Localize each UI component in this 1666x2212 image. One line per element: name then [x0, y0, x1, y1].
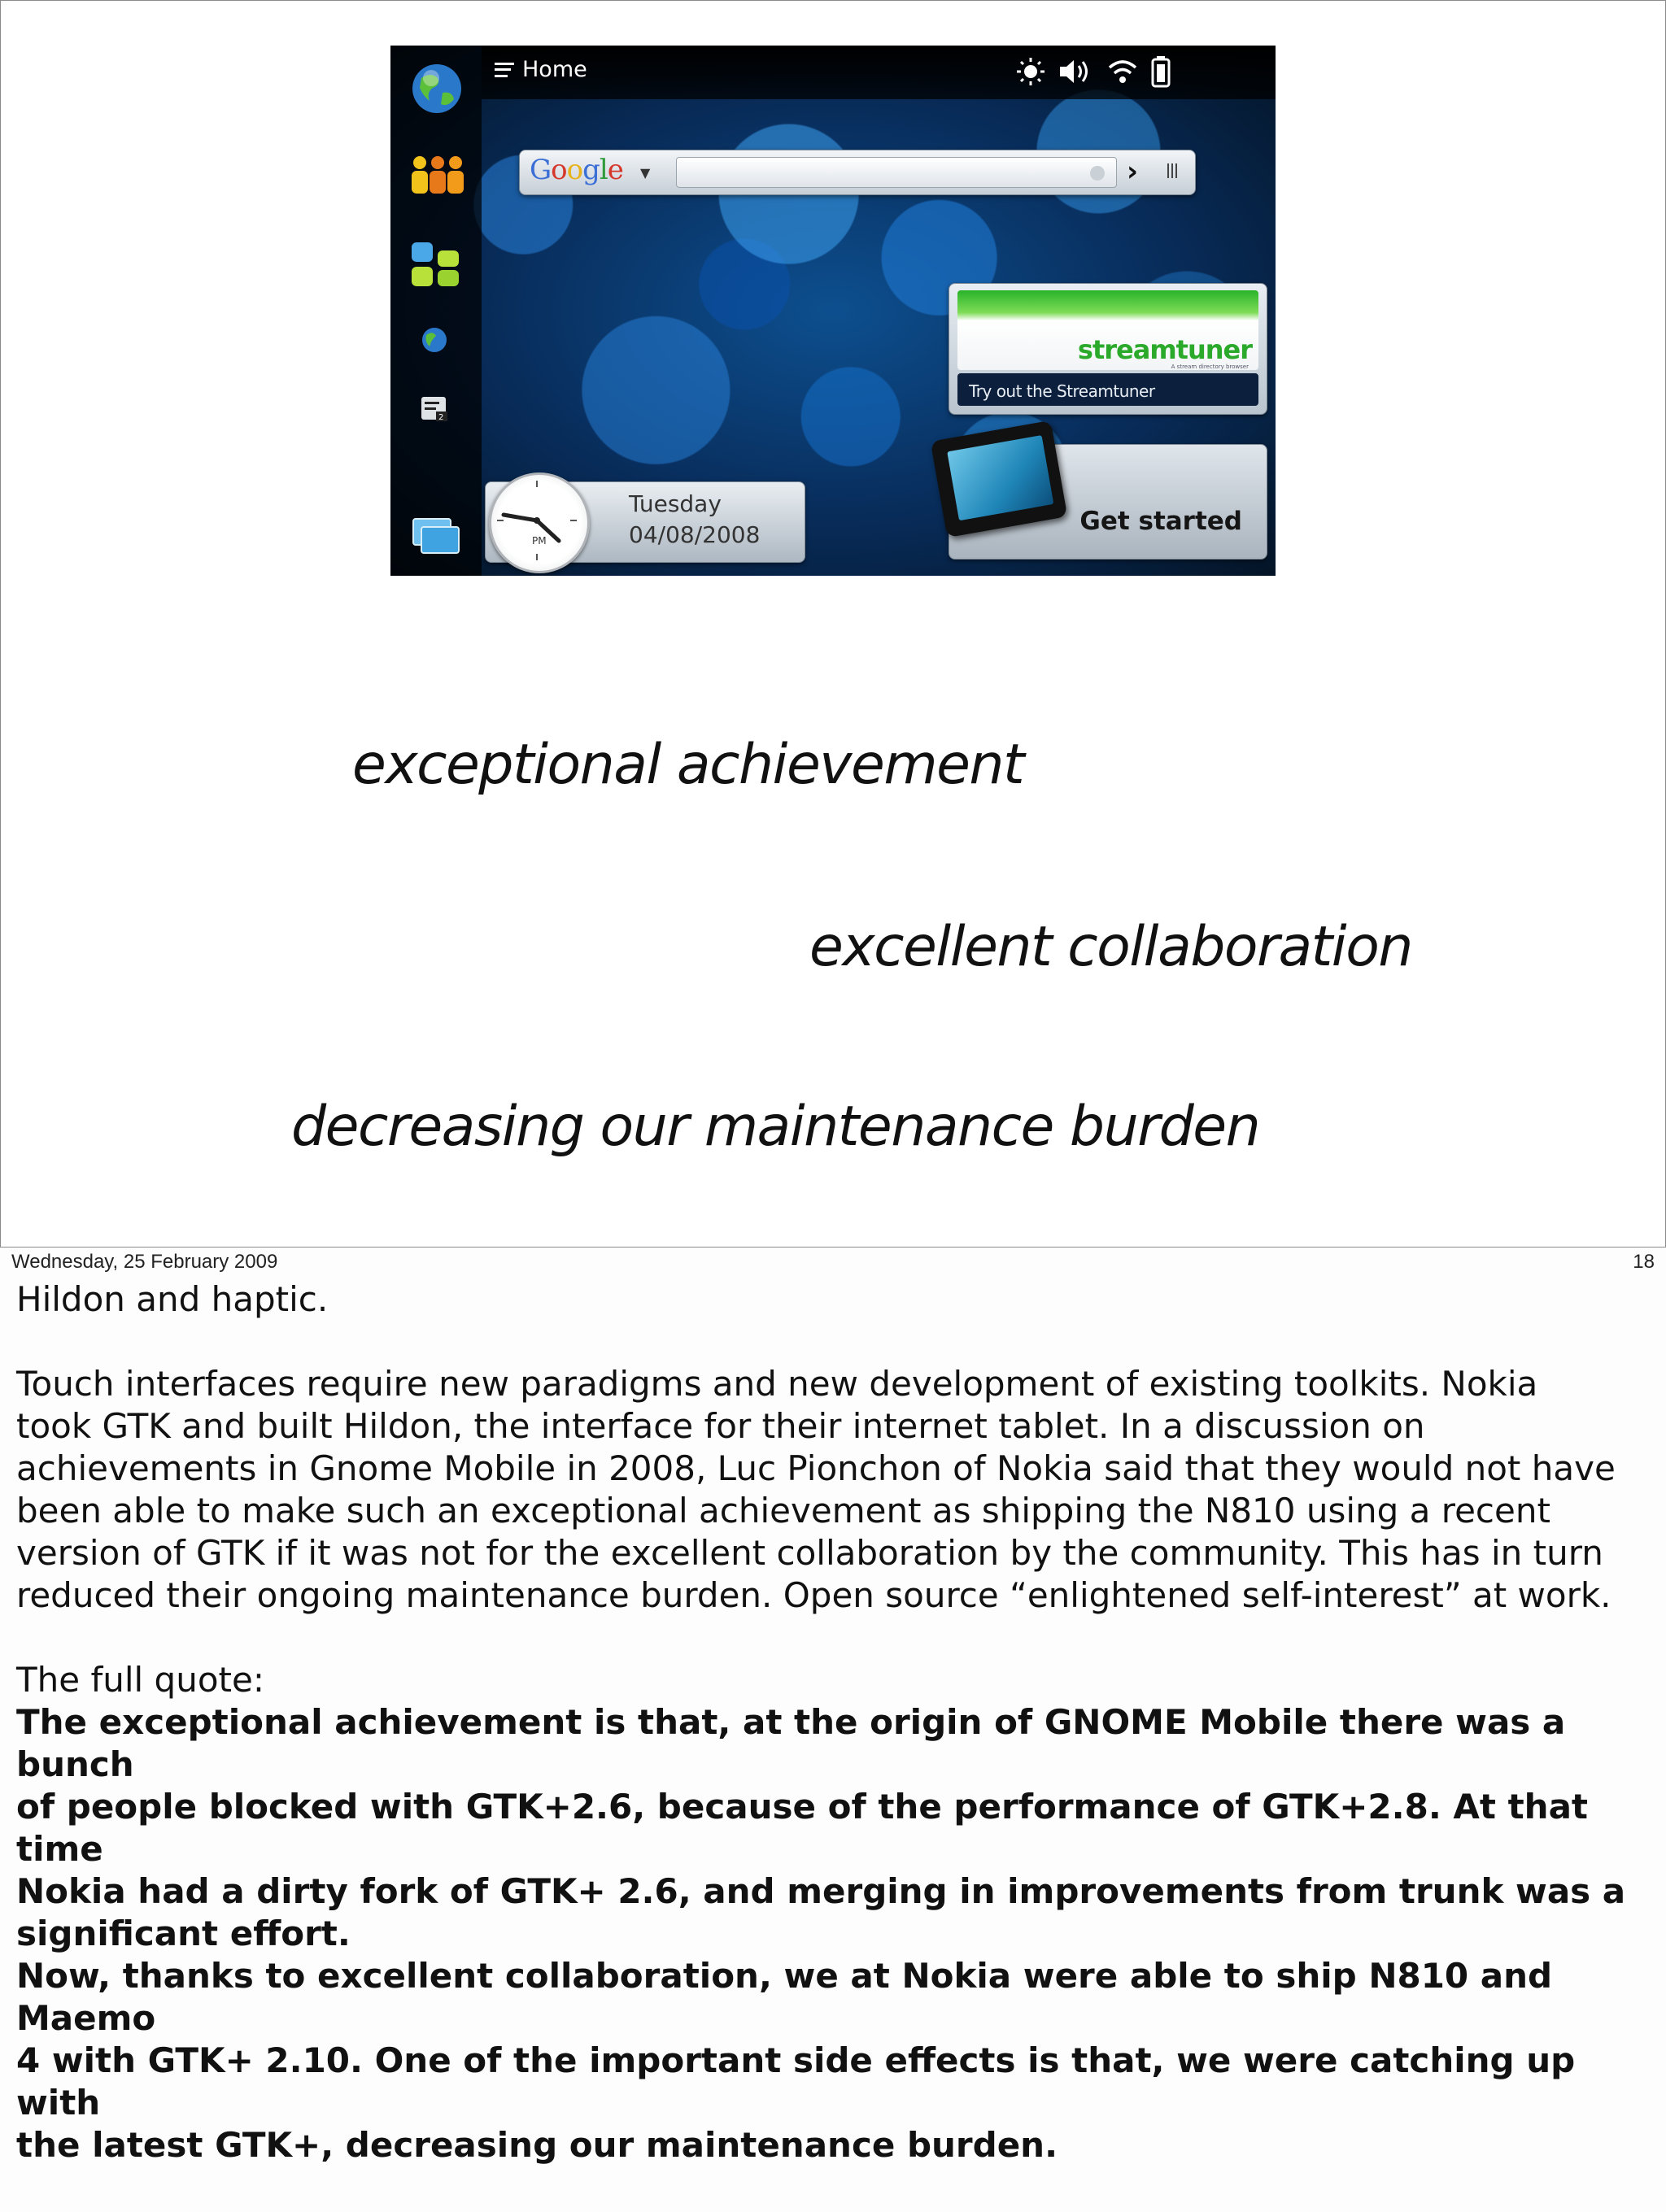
- clock-ampm: PM: [532, 535, 547, 546]
- quote-line: significant effort.: [16, 1914, 351, 1953]
- google-logo[interactable]: Google: [530, 154, 623, 186]
- get-started-widget[interactable]: [949, 444, 1267, 560]
- quote-line: of people blocked with GTK+2.6, because of the performance of GTK+2.8. At that time: [16, 1787, 1588, 1869]
- notes-line: took GTK and built Hildon, the interface for their internet tablet. In a discussion on: [16, 1406, 1425, 1446]
- quote-line: the latest GTK+, decreasing our maintenance burden.: [16, 2125, 1058, 2165]
- notes-title: Hildon and haptic.: [16, 1279, 329, 1319]
- svg-text:2: 2: [438, 413, 444, 422]
- contacts-icon[interactable]: [408, 153, 467, 195]
- settings-icon[interactable]: [420, 395, 451, 423]
- streamtuner-widget[interactable]: [949, 283, 1267, 415]
- google-search-widget: [519, 150, 1196, 195]
- chevron-down-icon[interactable]: ▼: [640, 165, 651, 181]
- battery-icon: [1150, 55, 1171, 88]
- notes-line: achievements in Gnome Mobile in 2008, Luc Pionchon of Nokia said that they would not have: [16, 1448, 1616, 1488]
- device-sidebar: [390, 46, 482, 576]
- clock-widget[interactable]: [485, 481, 805, 563]
- get-started-label: Get started: [1079, 507, 1242, 536]
- go-arrow-icon[interactable]: ›: [1127, 155, 1139, 188]
- home-menu[interactable]: [495, 57, 587, 82]
- streamtuner-tagline: A stream directory browser: [1171, 364, 1249, 370]
- streamtuner-text: Try out the Streamtuner: [969, 381, 1155, 401]
- footer-date: Wednesday, 25 February 2009: [11, 1251, 278, 1273]
- wifi-icon: [1106, 56, 1139, 87]
- small-globe-icon[interactable]: [420, 325, 449, 355]
- phrase-exceptional-achievement: exceptional achievement: [352, 733, 1024, 797]
- quote-line: 4 with GTK+ 2.10. One of the important side effects is that, we were catching up with: [16, 2040, 1576, 2123]
- notes-line: reduced their ongoing maintenance burden. Open source “enlightened self-interest” at work.: [16, 1575, 1611, 1615]
- search-input[interactable]: [676, 157, 1117, 188]
- streamtuner-logo: streamtuner: [1077, 334, 1252, 365]
- clear-icon[interactable]: [1090, 166, 1105, 181]
- clock-date: 04/08/2008: [629, 521, 761, 548]
- quote-line: Nokia had a dirty fork of GTK+ 2.6, and merging in improvements from trunk was a: [16, 1871, 1626, 1911]
- streamtuner-bar: [957, 373, 1258, 406]
- quote-line: Now, thanks to excellent collaboration, we at Nokia were able to ship N810 and Maemo: [16, 1956, 1553, 2038]
- quote-line: The exceptional achievement is that, at the origin of GNOME Mobile there was a bunch: [16, 1702, 1566, 1784]
- widget-menu-icon[interactable]: [1167, 163, 1182, 178]
- page-number: 18: [1633, 1251, 1655, 1273]
- notes-line: Touch interfaces require new paradigms and new development of existing toolkits. Nokia: [16, 1364, 1538, 1404]
- notes-line: been able to make such an exceptional achievement as shipping the N810 using a recent: [16, 1491, 1550, 1531]
- applications-icon[interactable]: [408, 239, 465, 291]
- quote-intro: The full quote:: [16, 1660, 264, 1700]
- streamtuner-banner: [957, 290, 1258, 370]
- device-screenshot: [390, 46, 1276, 576]
- phrase-maintenance-burden: decreasing our maintenance burden: [291, 1095, 1260, 1159]
- clock-day: Tuesday: [629, 490, 722, 517]
- clock-icon: [489, 472, 590, 573]
- speaker-notes: [16, 1278, 1651, 2166]
- notes-line: version of GTK if it was not for the excellent collaboration by the community. This has in turn: [16, 1533, 1603, 1573]
- home-label: Home: [522, 57, 587, 82]
- globe-icon[interactable]: [408, 60, 465, 117]
- brightness-icon: [1015, 56, 1046, 87]
- menu-icon: [495, 63, 514, 77]
- windows-icon[interactable]: [412, 517, 462, 556]
- phrase-excellent-collaboration: excellent collaboration: [809, 915, 1412, 979]
- volume-icon: [1058, 56, 1095, 87]
- tablet-icon: [931, 420, 1068, 538]
- status-area: [1015, 55, 1171, 88]
